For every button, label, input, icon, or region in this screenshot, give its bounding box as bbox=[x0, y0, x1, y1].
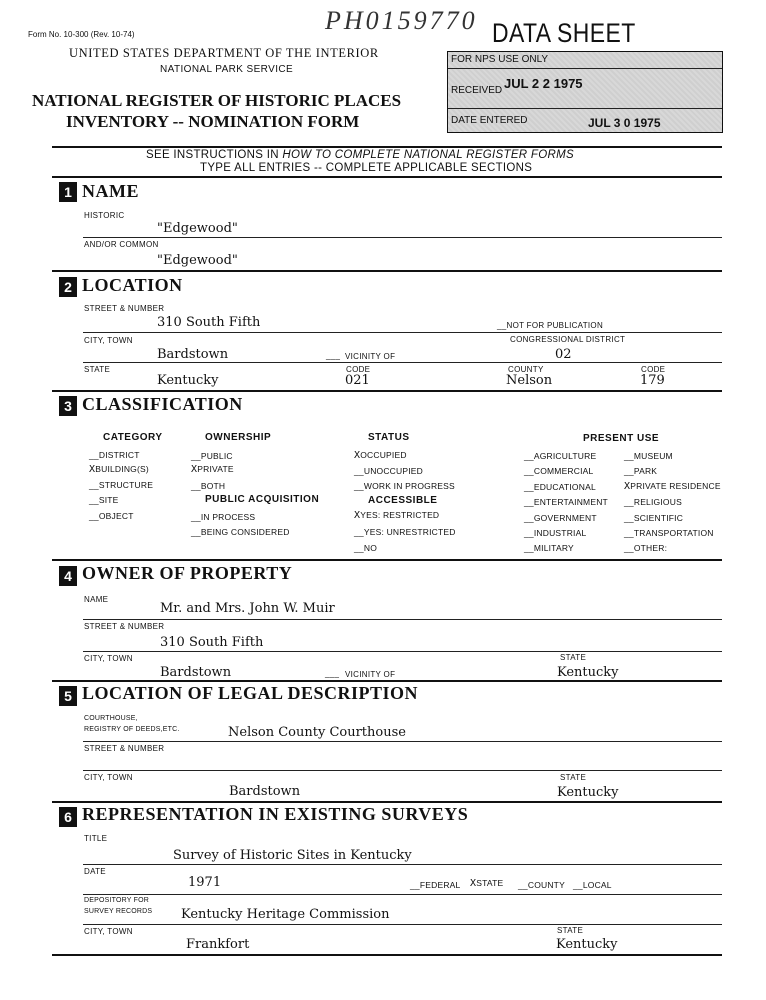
code2-value: 179 bbox=[640, 373, 665, 388]
congressional-value: 02 bbox=[555, 347, 572, 362]
category-building: XBUILDING(S) bbox=[89, 464, 149, 475]
use-religious: __RELIGIOUS bbox=[624, 497, 682, 507]
section-4-number: 4 bbox=[59, 566, 77, 586]
use-transportation: __TRANSPORTATION bbox=[624, 528, 714, 538]
state-value: Kentucky bbox=[157, 373, 219, 388]
owner-city-label: CITY, TOWN bbox=[84, 654, 133, 663]
use-scientific: __SCIENTIFIC bbox=[624, 513, 684, 523]
owner-state-value: Kentucky bbox=[557, 665, 619, 680]
owner-state-label: STATE bbox=[560, 653, 587, 662]
date-entered-label: DATE ENTERED bbox=[451, 115, 528, 126]
city-value: Bardstown bbox=[157, 347, 229, 362]
depository-label-2: SURVEY RECORDS bbox=[84, 908, 153, 915]
acquisition-being-considered: __BEING CONSIDERED bbox=[191, 527, 290, 537]
owner-vicinity-line: ___ bbox=[325, 669, 340, 678]
use-military: __MILITARY bbox=[524, 543, 574, 553]
category-object: __OBJECT bbox=[89, 511, 134, 521]
survey-title-label: TITLE bbox=[84, 834, 108, 843]
use-commercial: __COMMERCIAL bbox=[524, 466, 594, 476]
category-structure: __STRUCTURE bbox=[89, 480, 154, 490]
ownership-both: __BOTH bbox=[191, 481, 226, 491]
legal-state-value: Kentucky bbox=[557, 785, 619, 800]
courthouse-label-2: REGISTRY OF DEEDS,ETC. bbox=[84, 726, 180, 733]
legal-city-label: CITY, TOWN bbox=[84, 773, 133, 782]
section-5-number: 5 bbox=[59, 686, 77, 706]
nps-use-box bbox=[447, 51, 723, 133]
accessible-restricted: XYES: RESTRICTED bbox=[354, 510, 440, 521]
historic-label: HISTORIC bbox=[84, 211, 125, 220]
congressional-label: CONGRESSIONAL DISTRICT bbox=[510, 335, 626, 344]
use-industrial: __INDUSTRIAL bbox=[524, 528, 587, 538]
common-value: "Edgewood" bbox=[157, 253, 238, 268]
courthouse-label-1: COURTHOUSE, bbox=[84, 715, 138, 722]
category-heading: CATEGORY bbox=[103, 432, 163, 443]
state-label: STATE bbox=[84, 365, 111, 374]
street-value: 310 South Fifth bbox=[157, 315, 261, 330]
accessible-no: __NO bbox=[354, 543, 378, 553]
received-label: RECEIVED bbox=[451, 85, 503, 96]
survey-date-label: DATE bbox=[84, 867, 106, 876]
section-2-number: 2 bbox=[59, 277, 77, 297]
owner-city-value: Bardstown bbox=[160, 665, 232, 680]
use-entertainment: __ENTERTAINMENT bbox=[524, 497, 608, 507]
use-agriculture: __AGRICULTURE bbox=[524, 451, 597, 461]
common-label: AND/OR COMMON bbox=[84, 240, 159, 249]
section-3-title: CLASSIFICATION bbox=[82, 394, 243, 414]
county-value: Nelson bbox=[506, 373, 553, 388]
survey-date-value: 1971 bbox=[188, 875, 222, 890]
use-educational: __EDUCATIONAL bbox=[524, 482, 596, 492]
service: NATIONAL PARK SERVICE bbox=[160, 64, 294, 75]
county-label: COUNTY bbox=[508, 365, 544, 374]
historic-value: "Edgewood" bbox=[157, 221, 238, 236]
code-label: CODE bbox=[346, 365, 371, 374]
accessible-unrestricted: __YES: UNRESTRICTED bbox=[354, 527, 456, 537]
not-for-publication: __NOT FOR PUBLICATION bbox=[497, 321, 604, 330]
use-museum: __MUSEUM bbox=[624, 451, 673, 461]
use-private-residence: XPRIVATE RESIDENCE bbox=[624, 481, 721, 492]
legal-street-label: STREET & NUMBER bbox=[84, 744, 165, 753]
section-2-title: LOCATION bbox=[82, 275, 183, 295]
instructions-line2: TYPE ALL ENTRIES -- COMPLETE APPLICABLE SECTIONS bbox=[200, 162, 533, 174]
survey-state-value: Kentucky bbox=[556, 937, 618, 952]
survey-local: __LOCAL bbox=[573, 880, 612, 890]
handwritten-id: PH0159770 bbox=[325, 6, 478, 35]
survey-city-value: Frankfort bbox=[186, 937, 250, 952]
department: UNITED STATES DEPARTMENT OF THE INTERIOR bbox=[69, 46, 379, 60]
date-entered-stamp: JUL 3 0 1975 bbox=[588, 116, 661, 130]
category-district: __DISTRICT bbox=[89, 450, 140, 460]
status-occupied: XOCCUPIED bbox=[354, 450, 407, 461]
owner-vicinity-label: VICINITY OF bbox=[345, 670, 396, 679]
use-other: __OTHER: bbox=[624, 543, 668, 553]
received-stamp: JUL 2 2 1975 bbox=[504, 76, 583, 91]
section-6-number: 6 bbox=[59, 807, 77, 827]
survey-federal: __FEDERAL bbox=[410, 880, 461, 890]
survey-county: __COUNTY bbox=[518, 880, 565, 890]
use-government: __GOVERNMENT bbox=[524, 513, 597, 523]
vicinity-line: ___ bbox=[326, 351, 341, 360]
survey-city-label: CITY, TOWN bbox=[84, 927, 133, 936]
status-heading: STATUS bbox=[368, 432, 410, 443]
ownership-heading: OWNERSHIP bbox=[205, 432, 272, 443]
owner-name-value: Mr. and Mrs. John W. Muir bbox=[160, 601, 335, 616]
survey-state: XSTATE bbox=[470, 878, 504, 889]
status-unoccupied: __UNOCCUPIED bbox=[354, 466, 423, 476]
accessible-heading: ACCESSIBLE bbox=[368, 495, 438, 506]
depository-label-1: DEPOSITORY FOR bbox=[84, 897, 150, 904]
form-title-line1: NATIONAL REGISTER OF HISTORIC PLACES bbox=[32, 91, 402, 110]
courthouse-value: Nelson County Courthouse bbox=[228, 725, 406, 740]
data-sheet-title: DATA SHEET bbox=[492, 18, 636, 48]
street-label: STREET & NUMBER bbox=[84, 304, 165, 313]
ownership-public: __PUBLIC bbox=[191, 451, 233, 461]
vicinity-label: VICINITY OF bbox=[345, 352, 396, 361]
ownership-private: XPRIVATE bbox=[191, 464, 234, 475]
owner-street-value: 310 South Fifth bbox=[160, 635, 264, 650]
nps-label: FOR NPS USE ONLY bbox=[451, 54, 549, 65]
survey-title-value: Survey of Historic Sites in Kentucky bbox=[173, 848, 412, 863]
survey-state-label: STATE bbox=[557, 926, 584, 935]
category-site: __SITE bbox=[89, 495, 119, 505]
public-acquisition-heading: PUBLIC ACQUISITION bbox=[205, 494, 320, 505]
instructions-line1: SEE INSTRUCTIONS IN HOW TO COMPLETE NATIONAL REGISTER FORMS bbox=[146, 149, 574, 161]
depository-value: Kentucky Heritage Commission bbox=[181, 907, 390, 922]
use-park: __PARK bbox=[624, 466, 658, 476]
legal-city-value: Bardstown bbox=[229, 784, 301, 799]
section-4-title: OWNER OF PROPERTY bbox=[82, 563, 293, 583]
owner-name-label: NAME bbox=[84, 595, 109, 604]
status-work-in-progress: __WORK IN PROGRESS bbox=[354, 481, 455, 491]
acquisition-in-process: __IN PROCESS bbox=[191, 512, 256, 522]
section-5-title: LOCATION OF LEGAL DESCRIPTION bbox=[82, 683, 419, 703]
city-label: CITY, TOWN bbox=[84, 336, 133, 345]
legal-state-label: STATE bbox=[560, 773, 587, 782]
code2-label: CODE bbox=[641, 365, 666, 374]
form-number: Form No. 10-300 (Rev. 10-74) bbox=[28, 30, 135, 39]
code-value: 021 bbox=[345, 373, 370, 388]
form-title-line2: INVENTORY -- NOMINATION FORM bbox=[66, 112, 360, 131]
present-use-heading: PRESENT USE bbox=[583, 433, 660, 444]
owner-street-label: STREET & NUMBER bbox=[84, 622, 165, 631]
section-3-number: 3 bbox=[59, 396, 77, 416]
section-6-title: REPRESENTATION IN EXISTING SURVEYS bbox=[82, 804, 469, 824]
section-1-title: NAME bbox=[82, 181, 139, 201]
section-1-number: 1 bbox=[59, 182, 77, 202]
